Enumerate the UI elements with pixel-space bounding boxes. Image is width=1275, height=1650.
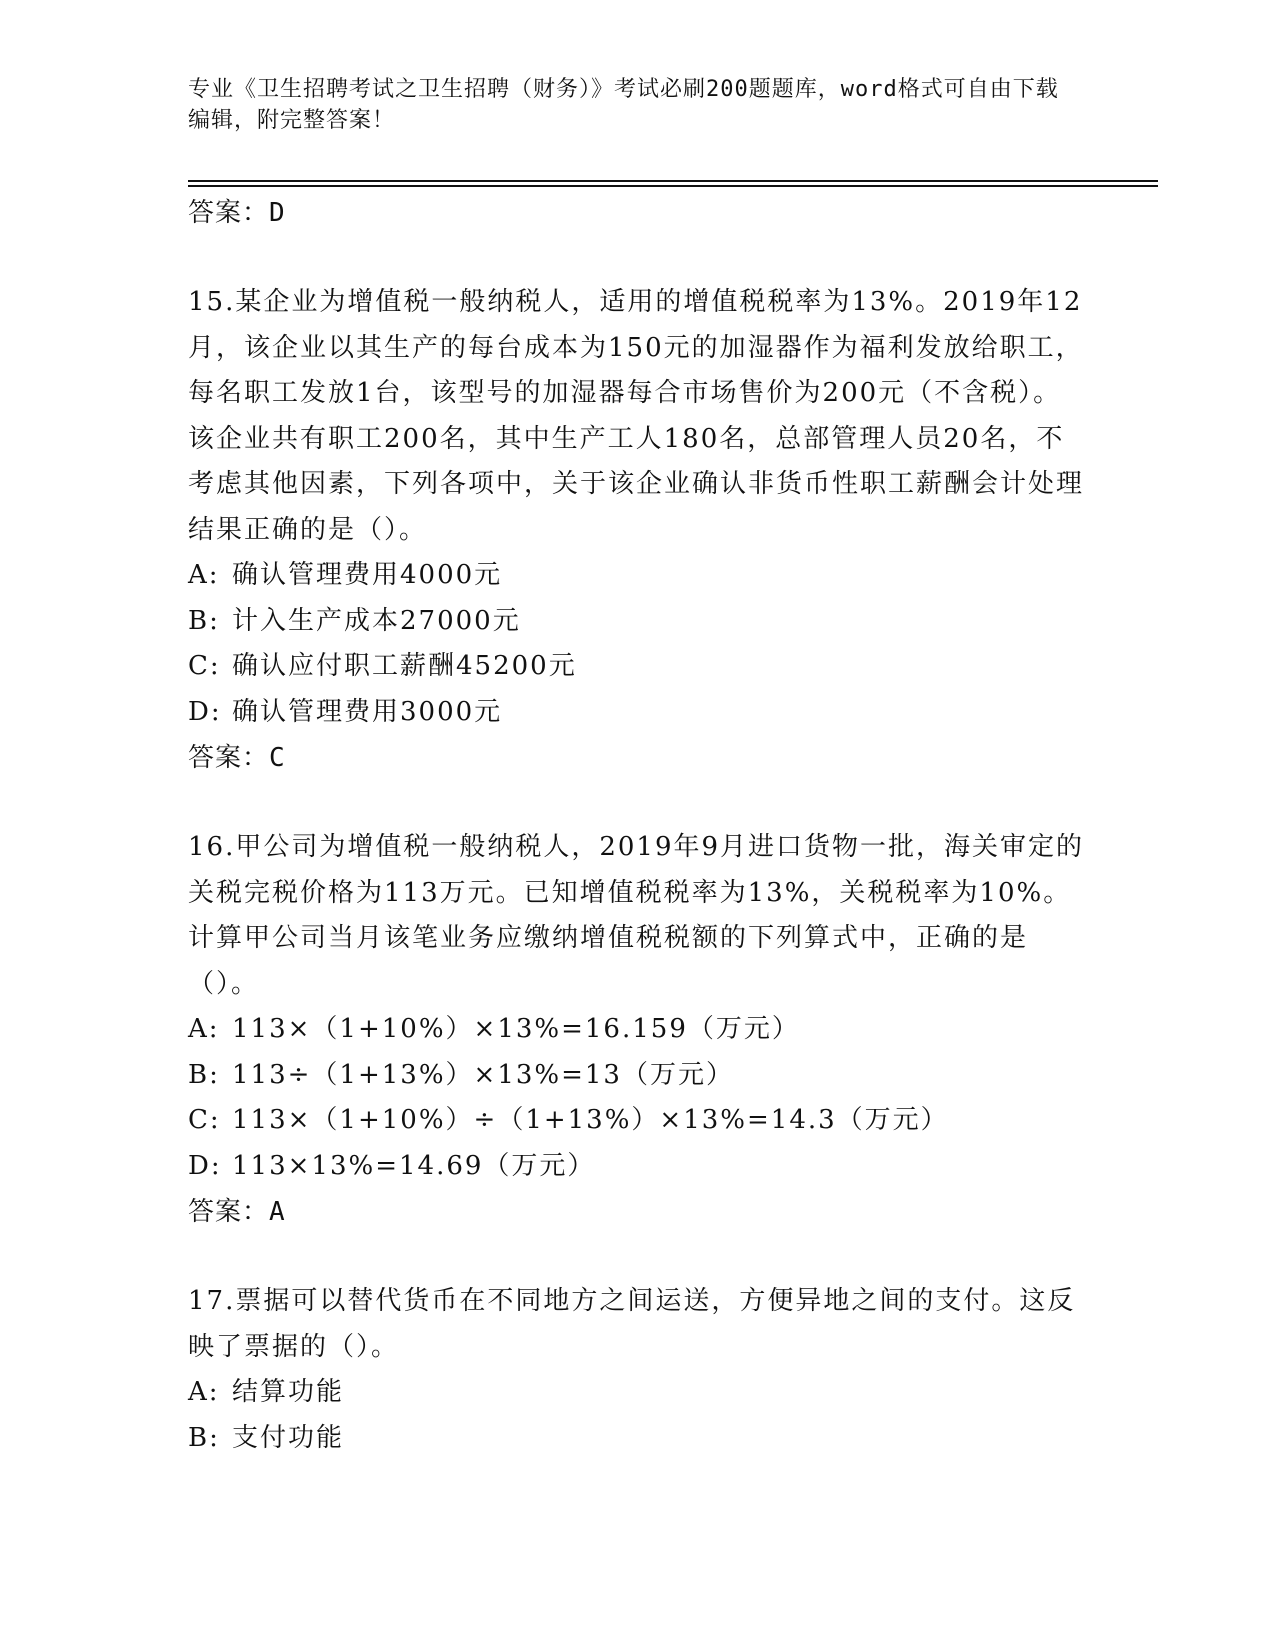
header-rule-top [188, 180, 1158, 182]
option-text: 确认应付职工薪酬45200元 [232, 651, 577, 681]
question-17 [188, 1279, 1088, 1461]
question-text: 15.某企业为增值税一般纳税人，适用的增值税税率为13%。2019年12月，该企业以其生产的每台成本为150元的加湿器作为福利发放给职工，每名职工发放1台，该型号的加湿器每合市场售价为200元（不含税）。该企业共有职工200名，其中生产工人180名，总部管理人员20名，不考虑其他因素，下列各项中，关于该企业确认非货币性职工薪酬会计处理结果正确的是（）。 [188, 287, 1085, 545]
option-b [188, 1053, 1088, 1099]
question-15 [188, 280, 1088, 781]
option-text: 确认管理费用3000元 [232, 696, 503, 727]
option-text: 结算功能 [232, 1377, 345, 1407]
option-text: 113×（1+10%）÷（1+13%）×13%=14.3（万元） [232, 1105, 949, 1135]
option-text: 113×13%=14.69（万元） [232, 1150, 596, 1181]
answer: 答案：C [188, 743, 286, 773]
option-letter: D: [188, 1150, 222, 1181]
option-text: 支付功能 [232, 1422, 345, 1453]
option-letter: D: [188, 696, 222, 727]
document-header: 专业《卫生招聘考试之卫生招聘（财务）》考试必刷200题题库，word格式可自由下载编辑，附完整答案！ [188, 77, 1059, 133]
option-letter: A: [188, 1014, 220, 1044]
question-text: 17.票据可以替代货币在不同地方之间运送，方便异地之间的支付。这反映了票据的（）。 [188, 1286, 1076, 1362]
option-letter: B: [188, 1422, 220, 1453]
question-16 [188, 825, 1088, 1235]
option-text: 113÷（1+13%）×13%=13（万元） [232, 1059, 734, 1090]
option-letter: A: [188, 560, 220, 590]
option-letter: C: [188, 1105, 221, 1135]
option-letter: B: [188, 1059, 220, 1090]
option-a [188, 1007, 1088, 1053]
option-c [188, 1098, 1088, 1144]
option-d [188, 1144, 1088, 1190]
option-b [188, 599, 1088, 645]
option-b [188, 1416, 1088, 1462]
question-list [188, 190, 1088, 1461]
option-text: 确认管理费用4000元 [232, 560, 503, 590]
option-a [188, 553, 1088, 599]
option-text: 113×（1+10%）×13%=16.159（万元） [232, 1014, 800, 1044]
option-letter: C: [188, 651, 221, 681]
question-text: 16.甲公司为增值税一般纳税人，2019年9月进口货物一批，海关审定的关税完税价格为113万元。已知增值税税率为13%，关税税率为10%。计算甲公司当月该笔业务应缴纳增值税税额的下列算式中，正确的是（）。 [188, 832, 1085, 999]
option-text: 计入生产成本27000元 [232, 605, 521, 636]
option-letter: A: [188, 1377, 220, 1407]
option-a [188, 1370, 1088, 1416]
option-c [188, 644, 1088, 690]
option-letter: B: [188, 605, 220, 636]
answer: 答案：A [188, 1197, 286, 1227]
header-rule-bottom [188, 185, 1158, 187]
previous-answer: 答案：D [188, 198, 286, 228]
option-d [188, 690, 1088, 736]
